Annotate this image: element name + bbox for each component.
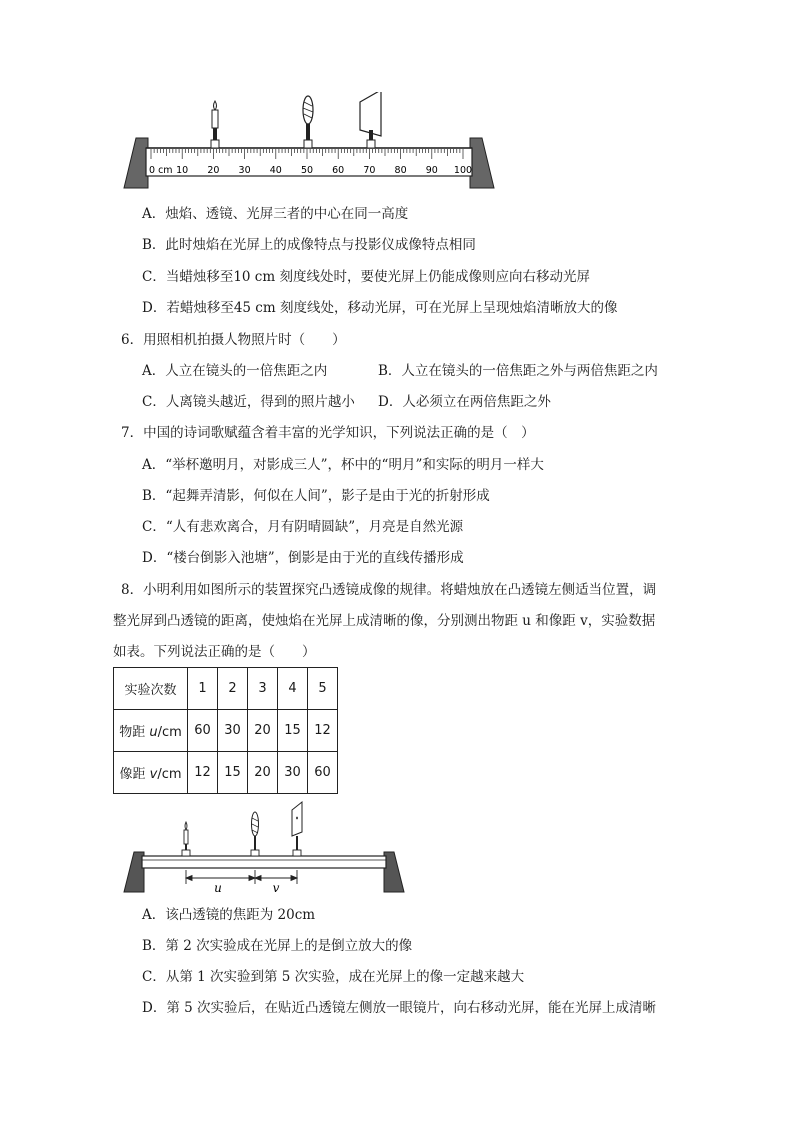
- q7-option-a: A．“举杯邀明月，对影成三人”，杯中的“明月”和实际的明月一样大: [142, 457, 544, 473]
- table-cell: 30: [278, 752, 308, 794]
- q8-stem-line-3: 如表。下列说法正确的是（ ）: [113, 644, 316, 660]
- q5-option-c: C．当蜡烛移至10 cm 刻度线处时，要使光屏上仍能成像则应向右移动光屏: [142, 269, 590, 285]
- table-header-cell: 4: [278, 668, 308, 710]
- ruler-tick-label: 0 cm: [149, 165, 173, 176]
- ruler-tick-label: 70: [363, 165, 376, 176]
- ruler-tick-label: 20: [207, 165, 220, 176]
- q8-stem-line-1: 8．小明利用如图所示的装置探究凸透镜成像的规律。将蜡烛放在凸透镜左侧适当位置，调: [121, 582, 657, 598]
- optical-bench-figure-2: [120, 798, 410, 898]
- bench-right-leg: [384, 852, 404, 892]
- label-v: v: [272, 881, 280, 895]
- table-header-row: [114, 668, 338, 710]
- table-row-image-distance: [114, 752, 338, 794]
- q6-stem: 6．用照相机拍摄人物照片时（ ）: [121, 332, 346, 348]
- table-cell: 15: [218, 752, 248, 794]
- q7-option-b: B．“起舞弄清影，何似在人间”，影子是由于光的折射形成: [142, 488, 490, 504]
- q8-option-a: A．该凸透镜的焦距为 20cm: [142, 907, 316, 923]
- light-screen: [360, 92, 381, 148]
- table-cell: 20: [248, 710, 278, 752]
- q5-option-a: A．烛焰、透镜、光屏三者的中心在同一高度: [142, 206, 409, 222]
- ruler-tick-label: 90: [425, 165, 438, 176]
- q5-option-d: D．若蜡烛移至45 cm 刻度线处，移动光屏，可在光屏上呈现烛焰清晰放大的像: [142, 300, 618, 316]
- table-row-object-distance: [114, 710, 338, 752]
- table-cell: 15: [278, 710, 308, 752]
- table-header-cell: 1: [188, 668, 218, 710]
- bench-right-leg: [470, 138, 494, 188]
- q8-option-d: D．第 5 次实验后，在贴近凸透镜左侧放一眼镜片，向右移动光屏，能在光屏上成清晰: [142, 1000, 656, 1016]
- ruler-tick-label: 40: [269, 165, 282, 176]
- row-label: 像距 v/cm: [114, 752, 188, 794]
- row-label: 物距 u/cm: [114, 710, 188, 752]
- table-cell: 60: [308, 752, 338, 794]
- q6-option-c: C．人离镜头越近，得到的照片越小: [142, 394, 355, 410]
- ruler-tick-label: 10: [176, 165, 189, 176]
- candle: [182, 822, 190, 856]
- ruler-tick-label: 80: [394, 165, 407, 176]
- bench-left-leg: [124, 138, 148, 188]
- q7-stem: 7．中国的诗词歌赋蕴含着丰富的光学知识，下列说法正确的是（ ）: [121, 425, 535, 441]
- ruler-tick-label: 100: [453, 165, 473, 176]
- optical-bench-figure-1: [118, 92, 498, 194]
- table-cell: 20: [248, 752, 278, 794]
- q6-option-a: A．人立在镜头的一倍焦距之内: [142, 363, 328, 379]
- table-cell: 60: [188, 710, 218, 752]
- table-header-cell: 5: [308, 668, 338, 710]
- candle: [211, 101, 219, 148]
- convex-lens: [251, 812, 259, 856]
- table-cell: 12: [308, 710, 338, 752]
- q8-stem-line-2: 整光屏到凸透镜的距离，使烛焰在光屏上成清晰的像，分别测出物距 u 和像距 v，实验数据: [113, 613, 656, 629]
- table-cell: 30: [218, 710, 248, 752]
- table-cell: 12: [188, 752, 218, 794]
- light-screen: [292, 802, 302, 856]
- q7-option-c: C．“人有悲欢离合，月有阴晴圆缺”，月亮是自然光源: [142, 519, 464, 535]
- q7-option-d: D．“楼台倒影入池塘”，倒影是由于光的直线传播形成: [142, 550, 464, 566]
- table-header-cell: 3: [248, 668, 278, 710]
- q5-option-b: B．此时烛焰在光屏上的成像特点与投影仪成像特点相同: [142, 237, 476, 253]
- distance-markers: [186, 870, 297, 884]
- q8-option-b: B．第 2 次实验成在光屏上的是倒立放大的像: [142, 938, 413, 954]
- bench-left-leg: [124, 852, 144, 892]
- table-header-cell: 2: [218, 668, 248, 710]
- rail: [142, 856, 386, 868]
- ruler-tick-label: 60: [332, 165, 345, 176]
- table-header-label: 实验次数: [114, 668, 188, 710]
- ruler-tick-label: 30: [238, 165, 251, 176]
- q8-option-c: C．从第 1 次实验到第 5 次实验，成在光屏上的像一定越来越大: [142, 969, 525, 985]
- q6-option-d: D．人必须立在两倍焦距之外: [378, 394, 551, 410]
- q6-option-b: B．人立在镜头的一倍焦距之外与两倍焦距之内: [378, 363, 658, 379]
- ruler-tick-label: 50: [300, 165, 314, 176]
- convex-lens: [303, 96, 313, 148]
- experiment-data-table: [113, 667, 338, 794]
- label-u: u: [214, 881, 222, 895]
